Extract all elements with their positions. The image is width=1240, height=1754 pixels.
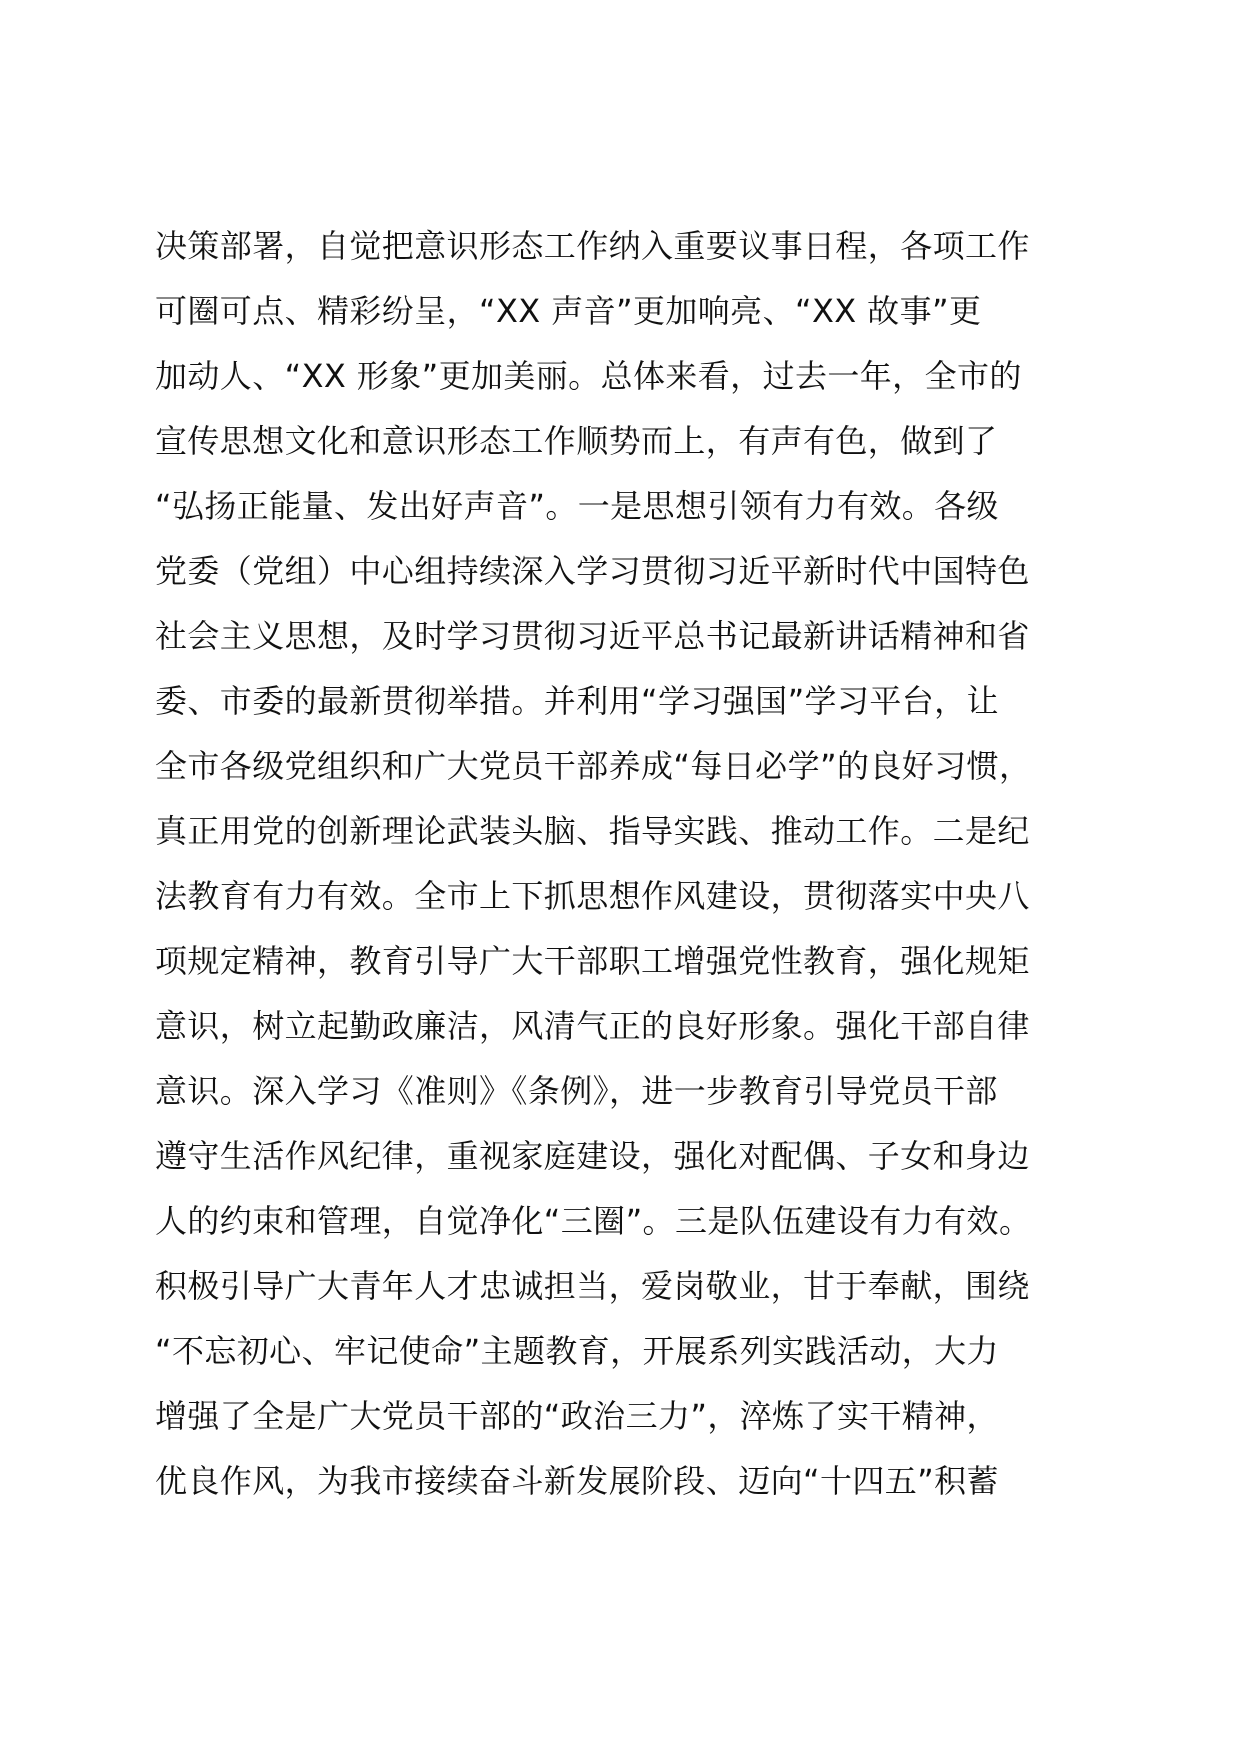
text-line: 决策部署，自觉把意识形态工作纳入重要议事日程，各项工作 bbox=[155, 227, 1030, 265]
text-line: 遵守生活作风纪律，重视家庭建设，强化对配偶、子女和身边 bbox=[155, 1137, 1030, 1175]
text-line: 可圈可点、精彩纷呈，“XX 声音”更加响亮、“XX 故事”更 bbox=[155, 292, 982, 330]
text-line: 增强了全是广大党员干部的“政治三力”，淬炼了实干精神， bbox=[155, 1397, 999, 1435]
text-line: 社会主义思想，及时学习贯彻习近平总书记最新讲话精神和省 bbox=[155, 617, 1030, 655]
text-line: 真正用党的创新理论武装头脑、指导实践、推动工作。二是纪 bbox=[155, 812, 1030, 850]
text-line: “不忘初心、牢记使命”主题教育，开展系列实践活动，大力 bbox=[155, 1332, 999, 1370]
text-line: 党委（党组）中心组持续深入学习贯彻习近平新时代中国特色 bbox=[155, 552, 1030, 590]
body-paragraph bbox=[155, 214, 1115, 1514]
text-line: 全市各级党组织和广大党员干部养成“每日必学”的良好习惯， bbox=[155, 747, 1032, 785]
text-line: “弘扬正能量、发出好声音”。一是思想引领有力有效。各级 bbox=[155, 487, 999, 525]
text-line: 意识，树立起勤政廉洁，风清气正的良好形象。强化干部自律 bbox=[155, 1007, 1030, 1045]
text-line: 积极引导广大青年人才忠诚担当，爱岗敬业，甘于奉献，围绕 bbox=[155, 1267, 1030, 1305]
text-line: 委、市委的最新贯彻举措。并利用“学习强国”学习平台，让 bbox=[155, 682, 999, 720]
text-line: 宣传思想文化和意识形态工作顺势而上，有声有色，做到了 bbox=[155, 422, 998, 460]
text-line: 加动人、“XX 形象”更加美丽。总体来看，过去一年，全市的 bbox=[155, 357, 1022, 395]
text-line: 意识。深入学习《准则》《条例》，进一步教育引导党员干部 bbox=[155, 1072, 998, 1110]
text-line: 法教育有力有效。全市上下抓思想作风建设，贯彻落实中央八 bbox=[155, 877, 1030, 915]
text-line: 项规定精神，教育引导广大干部职工增强党性教育，强化规矩 bbox=[155, 942, 1030, 980]
text-line: 人的约束和管理，自觉净化“三圈”。三是队伍建设有力有效。 bbox=[155, 1202, 1032, 1240]
text-line: 优良作风，为我市接续奋斗新发展阶段、迈向“十四五”积蓄 bbox=[155, 1462, 999, 1500]
